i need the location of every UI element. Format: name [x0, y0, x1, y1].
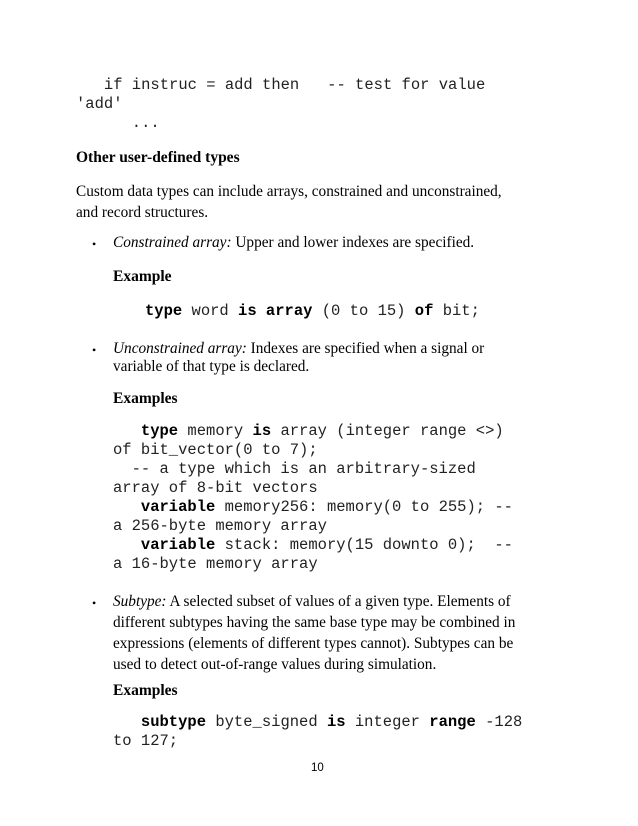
code-line: -- a type which is an arbitrary-sized — [113, 460, 476, 478]
code-line — [113, 713, 522, 732]
definition: A selected subset of values of a given type. Elements of — [166, 593, 511, 610]
bullet-marker: • — [92, 343, 97, 357]
code-line: if instruc = add then -- test for value — [76, 76, 486, 94]
list-item — [113, 232, 474, 253]
code-line — [113, 536, 513, 555]
keyword: is array — [238, 302, 313, 320]
code-line: ... — [76, 114, 160, 132]
definition: Indexes are specified when a signal or — [246, 340, 485, 357]
definition: Upper and lower indexes are specified. — [231, 234, 475, 251]
code-line — [113, 422, 504, 441]
term: Unconstrained array: — [113, 340, 247, 357]
paragraph-line: different subtypes having the same base type may be combined in — [113, 614, 516, 631]
example-heading: Examples — [113, 390, 178, 407]
keyword: type — [140, 422, 179, 440]
code-line — [113, 498, 513, 517]
paragraph-line: and record structures. — [76, 204, 209, 221]
page-number: 10 — [311, 762, 324, 774]
code-indent — [113, 713, 141, 731]
keyword: is — [252, 422, 272, 440]
code-line: to 127; — [113, 732, 179, 750]
example-heading: Example — [113, 268, 172, 285]
keyword: variable — [140, 536, 216, 554]
code-text: bit; — [433, 302, 480, 320]
code-text: memory256: memory(0 to 255); -- — [215, 498, 513, 516]
paragraph-line: Custom data types can include arrays, constrained and unconstrained, — [76, 183, 502, 200]
code-line: of bit_vector(0 to 7); — [113, 441, 318, 459]
section-heading: Other user-defined types — [76, 149, 240, 166]
code-text: (0 to 15) — [312, 302, 415, 320]
code-indent — [113, 536, 141, 554]
code-text: byte_signed — [206, 713, 327, 731]
paragraph-line: variable of that type is declared. — [113, 358, 310, 375]
code-text: integer — [345, 713, 430, 731]
code-indent — [113, 498, 141, 516]
code-text: stack: memory(15 downto 0); -- — [215, 536, 513, 554]
code-line: 'add' — [76, 95, 123, 113]
keyword: subtype — [140, 713, 207, 731]
keyword: variable — [140, 498, 216, 516]
code-text: memory — [178, 422, 253, 440]
term: Constrained array: — [113, 234, 232, 251]
keyword: is — [326, 713, 346, 731]
example-heading: Examples — [113, 682, 178, 699]
code-text: word — [182, 302, 239, 320]
code-text: -128 — [475, 713, 523, 731]
keyword: of — [414, 302, 434, 320]
code-line: a 256-byte memory array — [113, 517, 327, 535]
code-line: a 16-byte memory array — [113, 555, 318, 573]
bullet-marker: • — [92, 237, 97, 251]
keyword: range — [429, 713, 476, 731]
paragraph-line: expressions (elements of different types cannot). Subtypes can be — [113, 635, 514, 652]
bullet-marker: • — [92, 596, 97, 610]
term: Subtype: — [113, 593, 167, 610]
code-line — [145, 302, 480, 321]
code-indent — [113, 422, 141, 440]
code-line: array of 8-bit vectors — [113, 479, 318, 497]
keyword: type — [145, 302, 183, 320]
code-text: array (integer range <>) — [271, 422, 504, 440]
paragraph-line: used to detect out-of-range values during simulation. — [113, 656, 437, 673]
list-item — [113, 591, 511, 612]
